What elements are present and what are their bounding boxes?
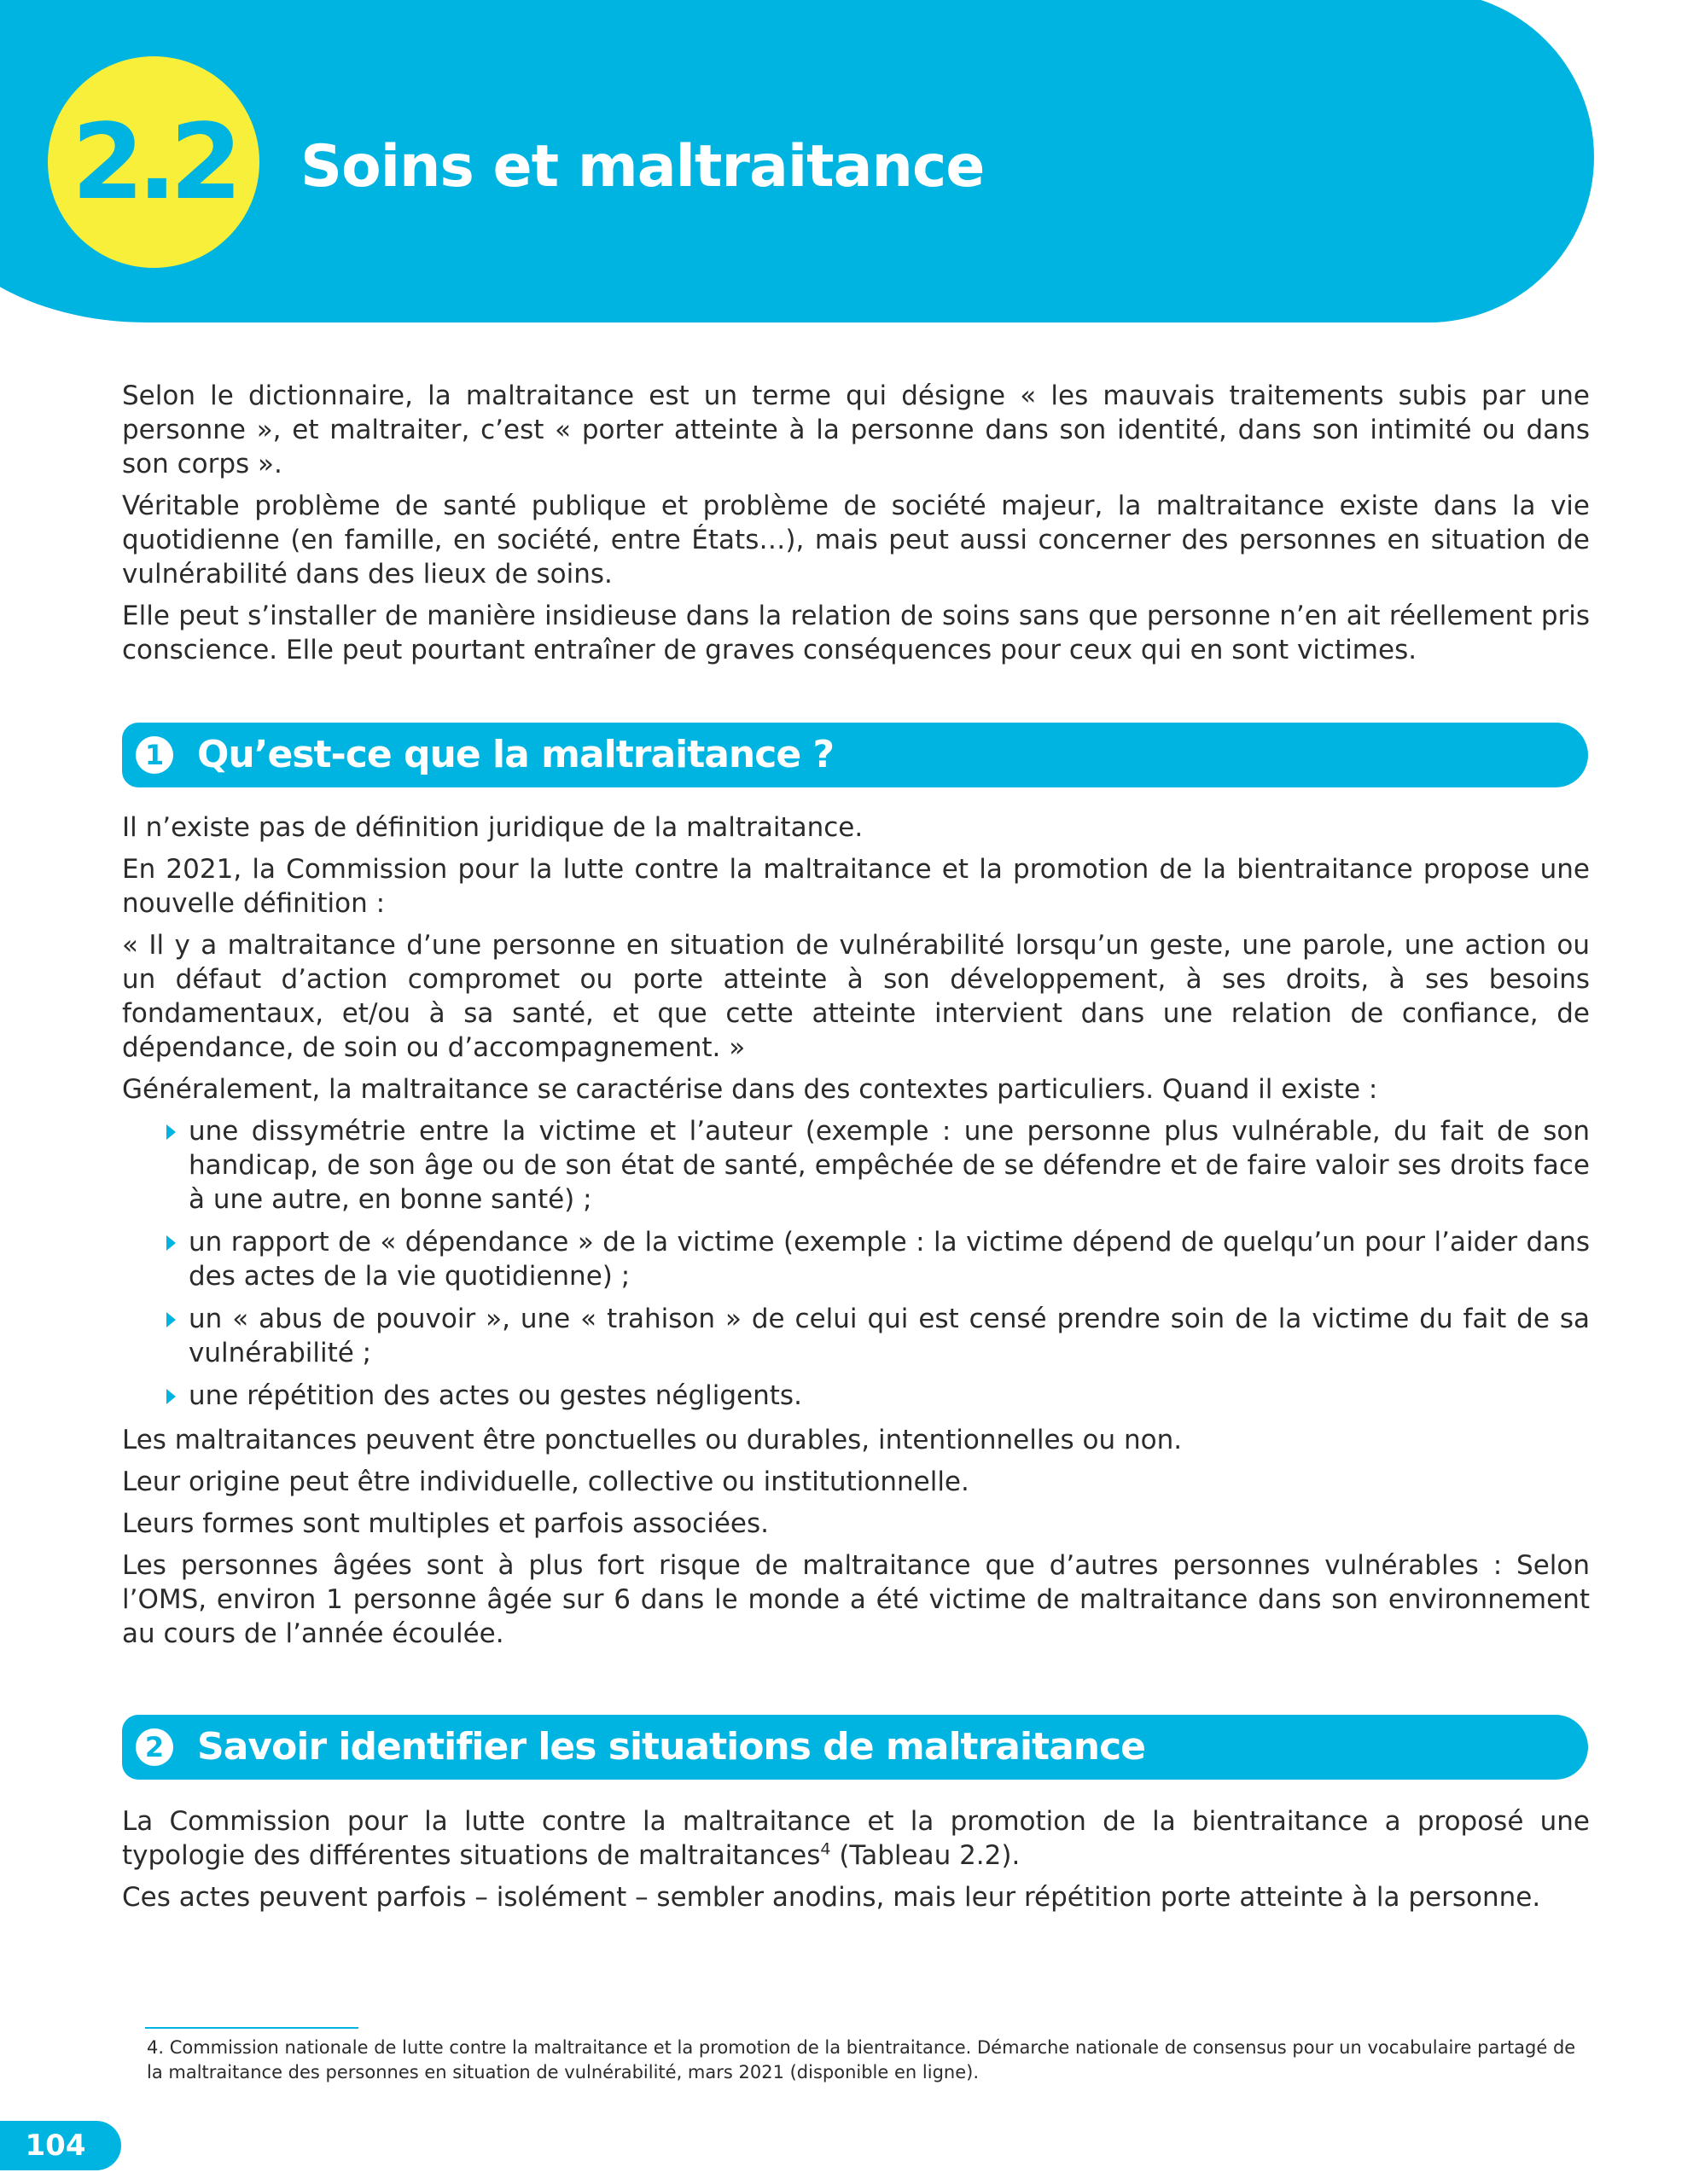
paragraph: Ces actes peuvent parfois – isolément – sembler anodins, mais leur répétition porte atteinte à la personne.: [122, 1882, 1541, 1913]
list-item: une dissymétrie entre la victime et l’auteur (exemple : une personne plus vulnérable, du fait de son handicap, de son âge ou de son état de santé, empêchée de se défendre et de faire valoir ses droits face à une autre, en bonne santé) ;: [189, 1114, 1590, 1217]
chapter-title: Soins et maltraitance: [300, 133, 985, 200]
intro-block: [122, 379, 1590, 675]
footnote-reference[interactable]: 4: [820, 1839, 831, 1859]
bullet-arrow-icon: [166, 1235, 176, 1251]
bullet-arrow-icon: [166, 1124, 176, 1140]
section-1-number: 1: [136, 736, 173, 774]
list-item: un « abus de pouvoir », une « trahison » de celui qui est censé prendre soin de la victime du fait de sa vulnérabilité ;: [189, 1302, 1590, 1370]
section-2-header: [122, 1715, 1588, 1780]
context-list: [122, 1114, 1590, 1413]
bullet-arrow-icon: [166, 1389, 176, 1404]
intro-paragraph: Selon le dictionnaire, la maltraitance est un terme qui désigne « les mauvais traitements subis par une personne », et maltraiter, c’est « porter atteinte à la personne dans son identité, dans son intimité ou dans son corps ».: [122, 380, 1590, 479]
section-2-body: [122, 1804, 1590, 1922]
chapter-number-badge: [48, 56, 259, 268]
paragraph: Les maltraitances peuvent être ponctuelles ou durables, intentionnelles ou non.: [122, 1425, 1183, 1455]
paragraph: Il n’existe pas de définition juridique de la maltraitance.: [122, 812, 864, 843]
intro-paragraph: Elle peut s’installer de manière insidieuse dans la relation de soins sans que personne n’en ait réellement pris conscience. Elle peut pourtant entraîner de graves conséquences pour ceux qui en sont victimes.: [122, 601, 1590, 665]
section-1-title: Qu’est-ce que la maltraitance ?: [197, 733, 835, 776]
footnote: 4. Commission nationale de lutte contre la maltraitance et la promotion de la bientraitance. Démarche nationale de consensus pour un vocabulaire partagé de la maltraitance des personnes en situation de vulnérabilité, mars 2021 (disponible en ligne).: [147, 2037, 1576, 2082]
paragraph: Généralement, la maltraitance se caractérise dans des contextes particuliers. Quand il existe :: [122, 1074, 1378, 1105]
section-2-number: 2: [136, 1728, 173, 1766]
section-2-title: Savoir identifier les situations de maltraitance: [197, 1725, 1146, 1769]
section-1-body: [122, 810, 1590, 1658]
paragraph: Leur origine peut être individuelle, collective ou institutionnelle.: [122, 1467, 969, 1497]
chapter-number: 2.2: [71, 102, 236, 223]
paragraph: En 2021, la Commission pour la lutte contre la maltraitance et la promotion de la bientraitance propose une nouvelle définition :: [122, 854, 1590, 919]
bullet-arrow-icon: [166, 1312, 176, 1327]
definition-quote: « Il y a maltraitance d’une personne en situation de vulnérabilité lorsqu’un geste, une parole, une action ou un défaut d’action compromet ou porte atteinte à son développement, à ses droits, à ses besoins fondamentaux, et/ou à sa santé, et que cette atteinte intervient dans une relation de confiance, de dépendance, de soin ou d’accompagnement. »: [122, 930, 1590, 1063]
paragraph: La Commission pour la lutte contre la maltraitance et la promotion de la bientraitance a proposé une typologie des différentes situations de maltraitances$^4$ (Tableau 2.2).: [122, 1806, 1590, 1871]
page-number: 104: [0, 2121, 121, 2170]
paragraph: Les personnes âgées sont à plus fort risque de maltraitance que d’autres personnes vulnérables : Selon l’OMS, environ 1 personne âgée sur 6 dans le monde a été victime de maltraitance dans son environnement au cours de l’année écoulée.: [122, 1550, 1590, 1649]
list-item: un rapport de « dépendance » de la victime (exemple : la victime dépend de quelqu’un pour l’aider dans des actes de la vie quotidienne) ;: [189, 1225, 1590, 1293]
intro-paragraph: Véritable problème de santé publique et problème de société majeur, la maltraitance existe dans la vie quotidienne (en famille, en société, entre États…), mais peut aussi concerner des personnes en situation de vulnérabilité dans des lieux de soins.: [122, 491, 1590, 590]
section-1-header: [122, 723, 1588, 787]
footnote-divider: [145, 2027, 358, 2029]
paragraph: Leurs formes sont multiples et parfois associées.: [122, 1508, 769, 1539]
list-item: une répétition des actes ou gestes négligents.: [189, 1379, 1590, 1413]
